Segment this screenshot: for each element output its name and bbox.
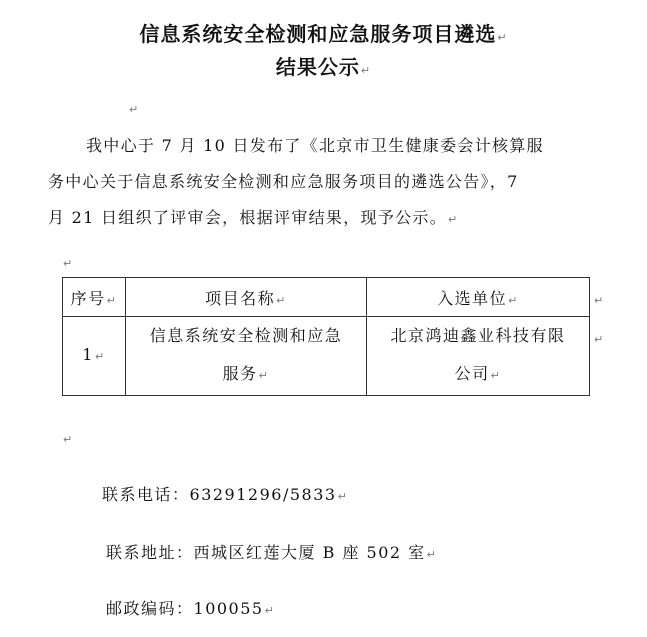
row-mark-icon: ↵ (594, 294, 604, 307)
cell-mark-icon: ↵ (106, 293, 118, 307)
cell-mark-icon: ↵ (258, 369, 270, 382)
contact-phone (102, 482, 348, 505)
cell-mark-icon: ↵ (276, 293, 287, 307)
row-end-mark (593, 289, 603, 308)
contact-address-label: 联系地址： (106, 543, 194, 562)
document-title-line1: 信息系统安全检测和应急服务项目遴选↵ (139, 22, 508, 46)
empty-paragraph (62, 428, 72, 447)
cell-project-name: 信息系统安全检测和应急 服务↵ (126, 317, 367, 396)
cell-selected-unit: 北京鸿迪鑫业科技有限 公司↵ (367, 317, 590, 396)
paragraph-mark-icon: ↵ (129, 103, 139, 116)
contact-postcode-label: 邮政编码： (106, 599, 194, 618)
contact-address-value: 西城区红莲大厦 B 座 502 室 (193, 543, 426, 562)
paragraph-line: 务中心关于信息系统安全检测和应急服务项目的遴选公告》，7 (48, 172, 519, 191)
paragraph-mark-icon: ↵ (63, 257, 73, 270)
result-table (62, 277, 590, 396)
paragraph-mark-icon: ↵ (426, 548, 438, 561)
paragraph-mark-icon: ↵ (337, 490, 349, 503)
cell-number: 1↵ (63, 317, 126, 396)
cell-mark-icon: ↵ (508, 293, 519, 307)
paragraph-mark-icon: ↵ (63, 433, 73, 446)
row-end-mark (593, 328, 603, 347)
paragraph-mark-icon: ↵ (360, 64, 372, 77)
announcement-paragraph (48, 128, 610, 238)
empty-paragraph (62, 252, 72, 271)
contact-postcode (106, 596, 275, 619)
paragraph-line: 我中心于 7 月 10 日发布了《北京市卫生健康委会计核算服 (86, 136, 544, 155)
paragraph-mark-icon: ↵ (264, 604, 276, 617)
row-mark-icon: ↵ (594, 333, 604, 346)
paragraph-mark-icon: ↵ (448, 213, 459, 226)
empty-paragraph (128, 98, 138, 117)
header-cell-selected-unit: 入选单位↵ (367, 278, 590, 317)
contact-phone-label: 联系电话： (102, 485, 190, 504)
contact-phone-value: 63291296/5833 (189, 485, 337, 504)
document-title-line2: 结果公示↵ (275, 55, 372, 79)
paragraph-line: 月 21 日组织了评审会，根据评审结果，现予公示。↵ (48, 208, 459, 227)
cell-mark-icon: ↵ (490, 369, 502, 382)
contact-postcode-value: 100055 (193, 599, 264, 618)
table-header-row (63, 278, 590, 317)
cell-mark-icon: ↵ (94, 350, 106, 363)
contact-address (106, 540, 437, 563)
paragraph-mark-icon: ↵ (497, 31, 508, 44)
header-cell-number: 序号↵ (63, 278, 126, 317)
table-row (63, 317, 590, 396)
header-cell-project-name: 项目名称↵ (126, 278, 367, 317)
